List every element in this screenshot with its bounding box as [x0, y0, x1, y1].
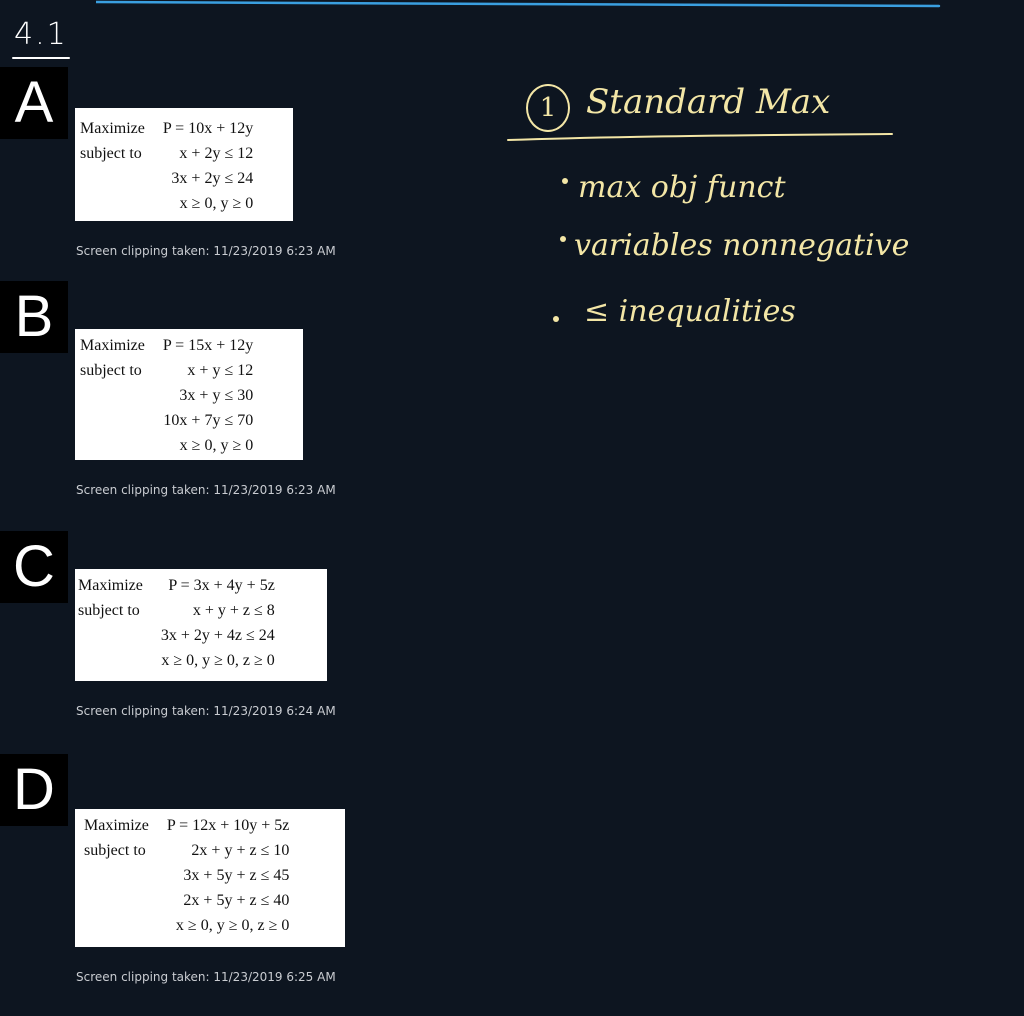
- problem-d-caption: Screen clipping taken: 11/23/2019 6:25 AM: [76, 970, 336, 984]
- problem-b-table: [80, 333, 253, 458]
- row-label: subject to: [80, 361, 142, 379]
- row-expression: 10x + 7y ≤ 70: [163, 411, 254, 429]
- row-label: Maximize: [80, 119, 145, 137]
- problem-b-clipping: [75, 329, 303, 460]
- row-expression: 2x + 5y + z ≤ 40: [183, 891, 290, 909]
- row-expression: 3x + 5y + z ≤ 45: [183, 866, 290, 884]
- problem-c-clipping: [75, 569, 327, 681]
- notes-bullet-dot: [562, 178, 568, 184]
- row-expression: P = 10x + 12y: [162, 119, 254, 137]
- problem-b-letter: B: [0, 281, 68, 353]
- row-label: [80, 433, 163, 458]
- row-expression: x ≥ 0, y ≥ 0, z ≥ 0: [161, 651, 275, 669]
- row-expression: x ≥ 0, y ≥ 0: [179, 436, 254, 454]
- row-expression: P = 12x + 10y + 5z: [166, 816, 290, 834]
- row-expression: P = 3x + 4y + 5z: [168, 576, 275, 594]
- problem-c-caption: Screen clipping taken: 11/23/2019 6:24 AM: [76, 704, 336, 718]
- problem-d-letter: D: [0, 754, 68, 826]
- problem-a-caption: Screen clipping taken: 11/23/2019 6:23 AM: [76, 244, 336, 258]
- notes-circled-number: 1: [526, 84, 570, 132]
- row-expression: 3x + 2y + 4z ≤ 24: [160, 626, 275, 644]
- row-label: [84, 888, 167, 913]
- row-expression: 2x + y + z ≤ 10: [191, 841, 290, 859]
- row-label: [84, 863, 167, 888]
- row-label: Maximize: [78, 576, 143, 594]
- row-label: subject to: [84, 841, 146, 859]
- row-label: [80, 166, 163, 191]
- row-label: Maximize: [84, 816, 149, 834]
- problem-a-letter: A: [0, 67, 68, 139]
- row-label: [80, 408, 163, 433]
- row-expression: x + 2y ≤ 12: [179, 144, 254, 162]
- row-label: subject to: [80, 144, 142, 162]
- problem-a-table: [80, 116, 253, 216]
- section-number: 4.1: [14, 17, 68, 52]
- row-expression: 3x + y ≤ 30: [179, 386, 254, 404]
- problem-a-clipping: [75, 108, 293, 221]
- row-expression: x ≥ 0, y ≥ 0, z ≥ 0: [175, 916, 290, 934]
- top-pen-stroke: [96, 0, 941, 8]
- notes-title-underline: [506, 130, 896, 144]
- row-expression: x + y + z ≤ 8: [192, 601, 275, 619]
- row-expression: 3x + 2y ≤ 24: [171, 169, 254, 187]
- row-label: Maximize: [80, 336, 145, 354]
- row-expression: x + y ≤ 12: [187, 361, 254, 379]
- notes-bullet-2: variables nonnegative: [574, 228, 910, 263]
- notes-bullet-3: ≤ inequalities: [584, 294, 796, 329]
- row-expression: P = 15x + 12y: [162, 336, 254, 354]
- notes-bullet-dot: [560, 236, 566, 242]
- notes-bullet-dot: [553, 316, 559, 322]
- row-expression: x ≥ 0, y ≥ 0: [179, 194, 254, 212]
- problem-c-letter: C: [0, 531, 68, 603]
- row-label: [78, 623, 161, 648]
- row-label: [80, 383, 163, 408]
- row-label: [80, 191, 163, 216]
- row-label: [78, 648, 161, 673]
- problem-c-table: [78, 573, 275, 673]
- problem-d-table: [84, 813, 289, 938]
- problem-d-clipping: [75, 809, 345, 947]
- row-label: subject to: [78, 601, 140, 619]
- notes-bullet-1: max obj funct: [578, 170, 786, 205]
- row-label: [84, 913, 167, 938]
- notes-title: Standard Max: [586, 82, 831, 122]
- problem-b-caption: Screen clipping taken: 11/23/2019 6:23 AM: [76, 483, 336, 497]
- section-underline: [12, 55, 70, 61]
